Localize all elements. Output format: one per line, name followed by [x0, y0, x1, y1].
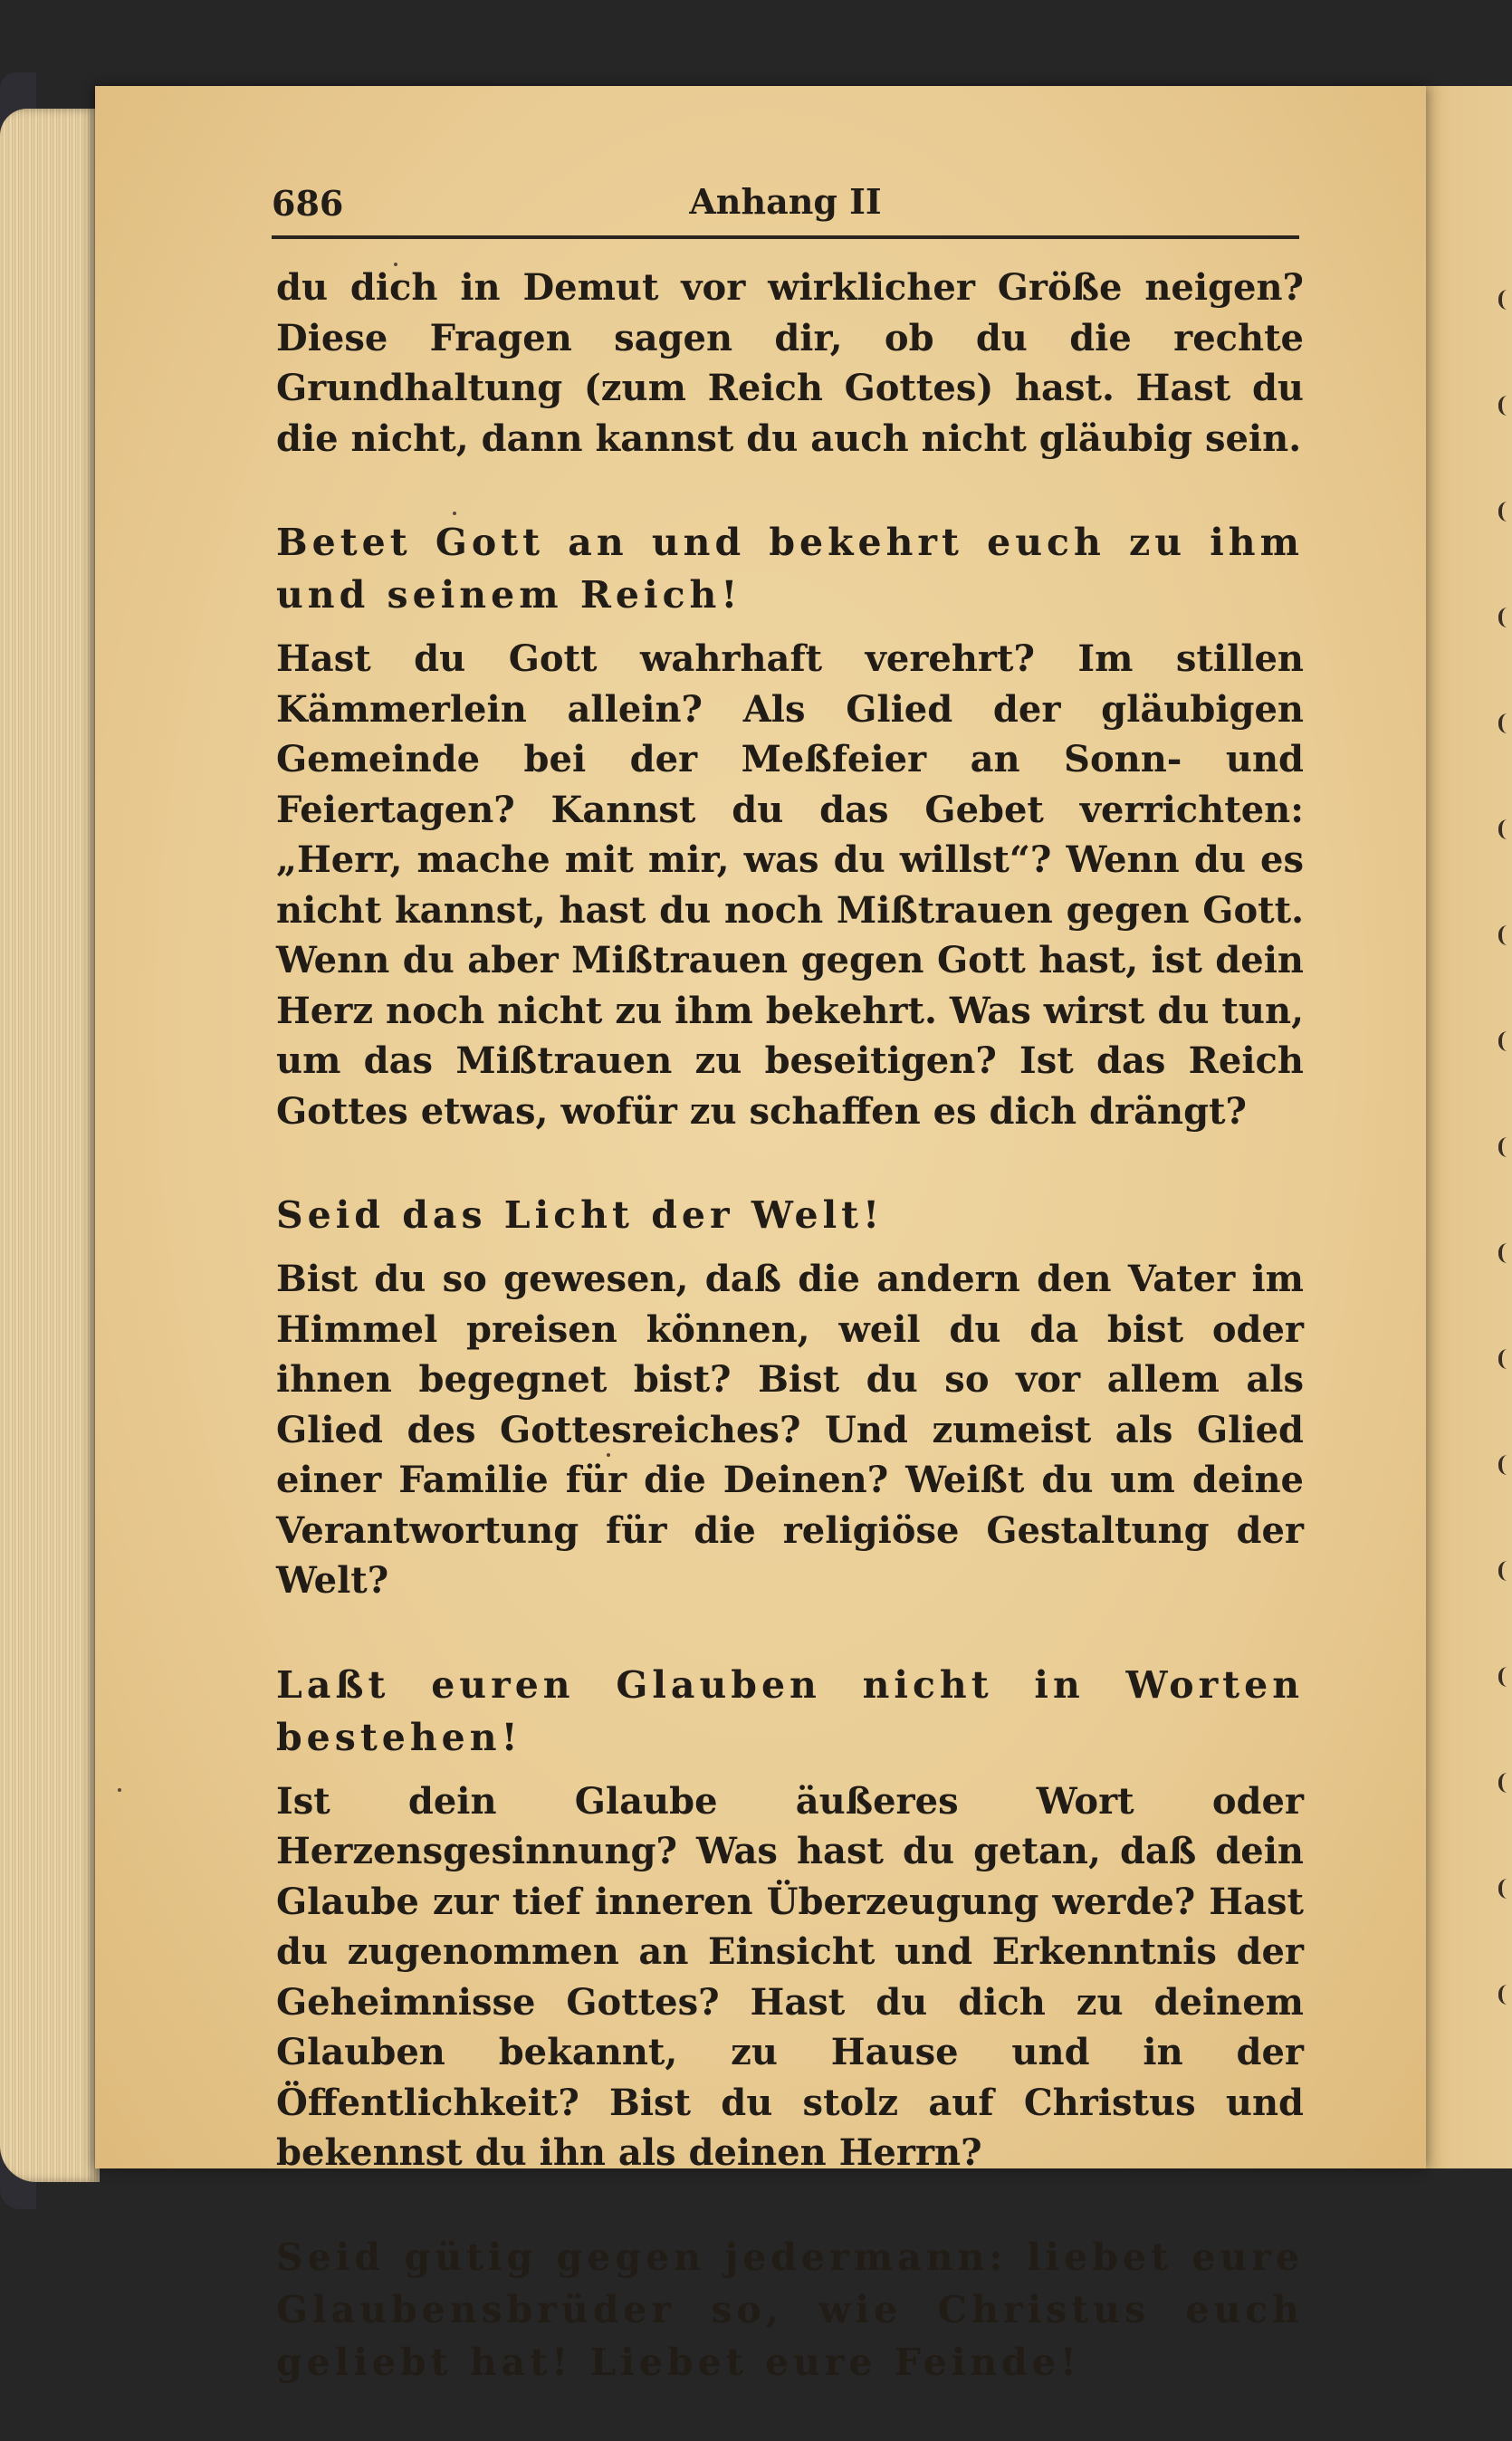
section-body: Bist du so gewesen, daß die andern den Vater im Himmel preisen können, weil du da bist oder ihnen begegnet bist? Bist du so vor allem als Glied des Gottesreiches? Und zumeist als Glied einer Familie für die Deinen? Weißt du um deine Verantwortung für die religiöse Gestaltung der Welt? — [276, 1258, 1304, 1602]
page-content — [276, 263, 1304, 2441]
section-light — [276, 1189, 1304, 1606]
running-title: Anhang II — [689, 181, 882, 222]
section-heading: Betet Gott an und bekehrt euch zu ihm und seinem Reich! — [276, 521, 1304, 617]
section-faith — [276, 1659, 1304, 2178]
page-header — [272, 181, 1299, 239]
section-kindness — [276, 2231, 1304, 2388]
facing-page-text-fragments — [1498, 290, 1512, 2091]
section-body: Hast du Gott wahrhaft verehrt? Im stillen Kämmerlein allein? Als Glied der gläubigen Gemeinde bei der Meßfeier an Sonn- und Feiertagen? Kannst du das Gebet verrichten: „Herr, mache mit mir, was du willst“? Wenn du es nicht kannst, hast du noch Mißtrauen gegen Gott. Wenn du aber Mißtrauen gegen Gott hast, ist dein Herz noch nicht zu ihm bekehrt. Was wirst du tun, um das Mißtrauen zu beseitigen? Ist das Reich Gottes etwas, wofür zu schaffen es dich drängt? — [276, 637, 1304, 1133]
page-stack-edge — [0, 109, 100, 2182]
continuation-paragraph: du dich in Demut vor wirklicher Größe neigen? Diese Fragen sagen dir, ob du die rechte Grundhaltung (zum Reich Gottes) hast. Hast du die nicht, dann kannst du auch nicht gläubig sein. — [276, 266, 1304, 460]
section-heading: Laßt euren Glauben nicht in Worten bestehen! — [276, 1662, 1304, 1759]
section-heading: Seid gütig gegen jedermann: liebet eure Glaubensbrüder so, wie Christus euch geliebt hat! Liebet eure Feinde! — [276, 2235, 1304, 2384]
section-body: Ist dein Glaube äußeres Wort oder Herzensgesinnung? Was hast du getan, daß dein Glaube zur tief inneren Überzeugung werde? Hast du zugenommen an Einsicht und Erkenntnis der Geheimnisse Gottes? Hast du dich zu deinem Glauben bekannt, zu Hause und in der Öffentlichkeit? Bist du stolz auf Christus und bekennst du ihn als deinen Herrn? — [276, 1779, 1304, 2174]
page-number: 686 — [272, 183, 344, 224]
paper-speck — [118, 1788, 121, 1792]
section-heading: Seid das Licht der Welt! — [276, 1193, 885, 1237]
section-worship — [276, 516, 1304, 1136]
facing-page-edge — [1412, 86, 1512, 2168]
